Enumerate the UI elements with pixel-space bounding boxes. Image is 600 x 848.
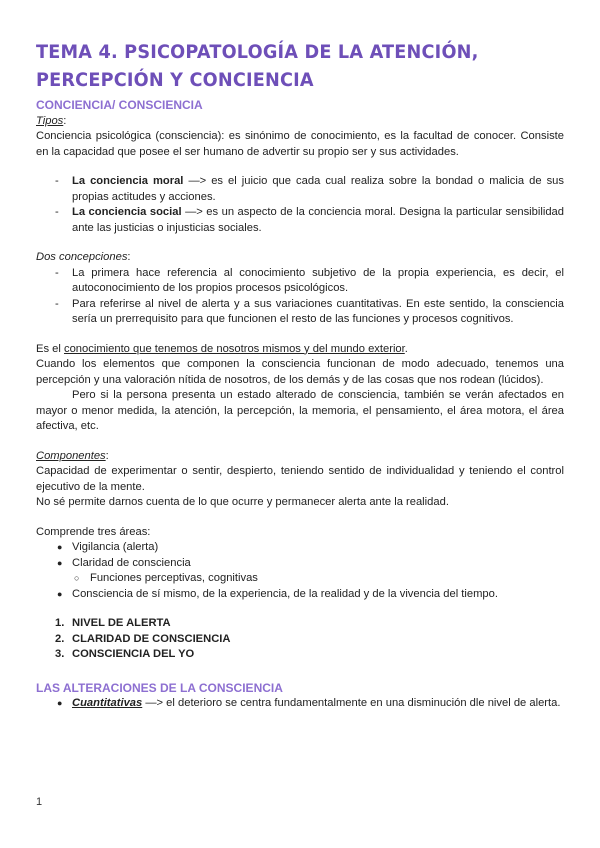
componentes-heading	[36, 449, 564, 465]
area-text: Vigilancia (alerta)	[72, 541, 159, 553]
area-text: Claridad de consciencia	[72, 556, 191, 569]
type-text: —> es un aspecto de la conciencia moral. Designa la particular sensibilidad ante las justicias o injusticias sociales.	[72, 206, 564, 234]
conocimiento-underlined: conocimiento que tenemos de nosotros mismos y del mundo exterior	[63, 342, 405, 355]
bullet-icon: ●	[57, 542, 63, 552]
list-item	[55, 616, 564, 632]
componentes-paragraph-2: No sé permite darnos cuenta de lo que ocurre y permanecer alerta ante la realidad.	[36, 496, 449, 508]
tipos-label: Tipos	[36, 114, 64, 127]
area-sub-text: Funciones perceptivas, cognitivas	[90, 572, 258, 584]
area-text: Consciencia de sí mismo, de la experiencia, de la realidad y de la vivencia del tiempo.	[72, 587, 498, 600]
concepciones-label: Dos concepciones	[36, 251, 128, 263]
list-item	[72, 571, 564, 587]
type-text: —> es el juicio que cada cual realiza sobre la bondad o malicia de sus propias actitudes y acciones.	[72, 175, 564, 203]
concepciones-colon: :	[127, 251, 131, 263]
list-item	[54, 587, 564, 603]
list-item	[55, 174, 564, 205]
item-label: CONSCIENCIA DEL YO	[72, 648, 195, 660]
componentes-colon: :	[105, 449, 109, 462]
intro-paragraph: Conciencia psicológica (consciencia): es sinónimo de conocimiento, es la facultad de conocer. Consiste en la capacidad que posee el ser humano de advertir su propio ser y sus actividades.	[36, 130, 564, 158]
list-item	[54, 556, 564, 572]
conocimiento-paragraph	[36, 342, 564, 358]
item-number: 2.	[55, 632, 65, 645]
alteraciones-list	[54, 696, 564, 712]
list-item	[54, 540, 564, 556]
item-label: CLARIDAD DE CONSCIENCIA	[72, 632, 231, 645]
concepciones-list	[55, 266, 564, 328]
alterado-paragraph: Pero si la persona presenta un estado alterado de consciencia, también se verán afectados en mayor o menor medida, la atención, la percepción, la memoria, el pensamiento, el área motora, el área afectiva, etc.	[36, 389, 564, 432]
bullet-icon: ●	[57, 588, 63, 599]
elementos-paragraph: Cuando los elementos que componen la consciencia funcionan de modo adecuado, tenemos una percepción y una valoración nítida de nosotros, de los demás y de las cosas que nos rodean (lúcidos).	[36, 358, 564, 386]
list-item	[55, 205, 564, 236]
areas-intro: Comprende tres áreas:	[36, 525, 151, 538]
list-item	[55, 647, 564, 663]
areas-sublist	[72, 571, 564, 587]
page-number: 1	[36, 796, 43, 808]
bullet-icon: ●	[57, 698, 63, 708]
numbered-list	[55, 616, 564, 663]
tipos-heading	[36, 114, 564, 130]
list-item	[54, 696, 564, 712]
conocimiento-prefix: Es el	[36, 342, 64, 355]
page-title: TEMA 4. PSICOPATOLOGÍA DE LA ATENCIÓN, PERCEPCIÓN Y CONCIENCIA	[36, 41, 479, 91]
type-term: La conciencia moral	[72, 175, 184, 187]
circle-bullet-icon: ○	[74, 573, 80, 583]
item-number: 3.	[55, 648, 65, 660]
tipos-colon: :	[63, 114, 67, 127]
list-item: - La primera hace referencia al conocimiento subjetivo de la propia experiencia, es decir, el autoconocimiento de los propios procesos psicológicos.	[55, 266, 564, 297]
areas-list	[54, 540, 564, 571]
type-term: La conciencia social	[72, 206, 182, 218]
concepciones-heading	[36, 250, 564, 266]
componentes-paragraph-1: Capacidad de experimentar o sentir, despierto, teniendo sentido de individualidad y teniendo el control ejecutivo de la mente.	[36, 465, 564, 493]
bullet-icon: ●	[57, 557, 63, 568]
section-heading-alteraciones: LAS ALTERACIONES DE LA CONSCIENCIA	[36, 680, 283, 695]
areas-list-continued	[54, 587, 564, 603]
alteracion-text: —> el deterioro se centra fundamentalmente en una disminución dle nivel de alerta.	[142, 697, 561, 709]
item-label: NIVEL DE ALERTA	[72, 617, 171, 629]
section-heading-conciencia: CONCIENCIA/ CONSCIENCIA	[36, 98, 203, 112]
alteracion-term: Cuantitativas	[72, 697, 143, 709]
list-item	[55, 632, 564, 648]
list-item: - Para referirse al nivel de alerta y a sus variaciones cuantitativas. En este sentido, la consciencia sería un prerrequisito para que funcionen el resto de las funciones y procesos cognitivos.	[55, 297, 564, 328]
componentes-label: Componentes	[36, 449, 106, 462]
item-number: 1.	[55, 617, 65, 629]
conocimiento-suffix: .	[404, 342, 408, 355]
types-list	[55, 174, 564, 236]
